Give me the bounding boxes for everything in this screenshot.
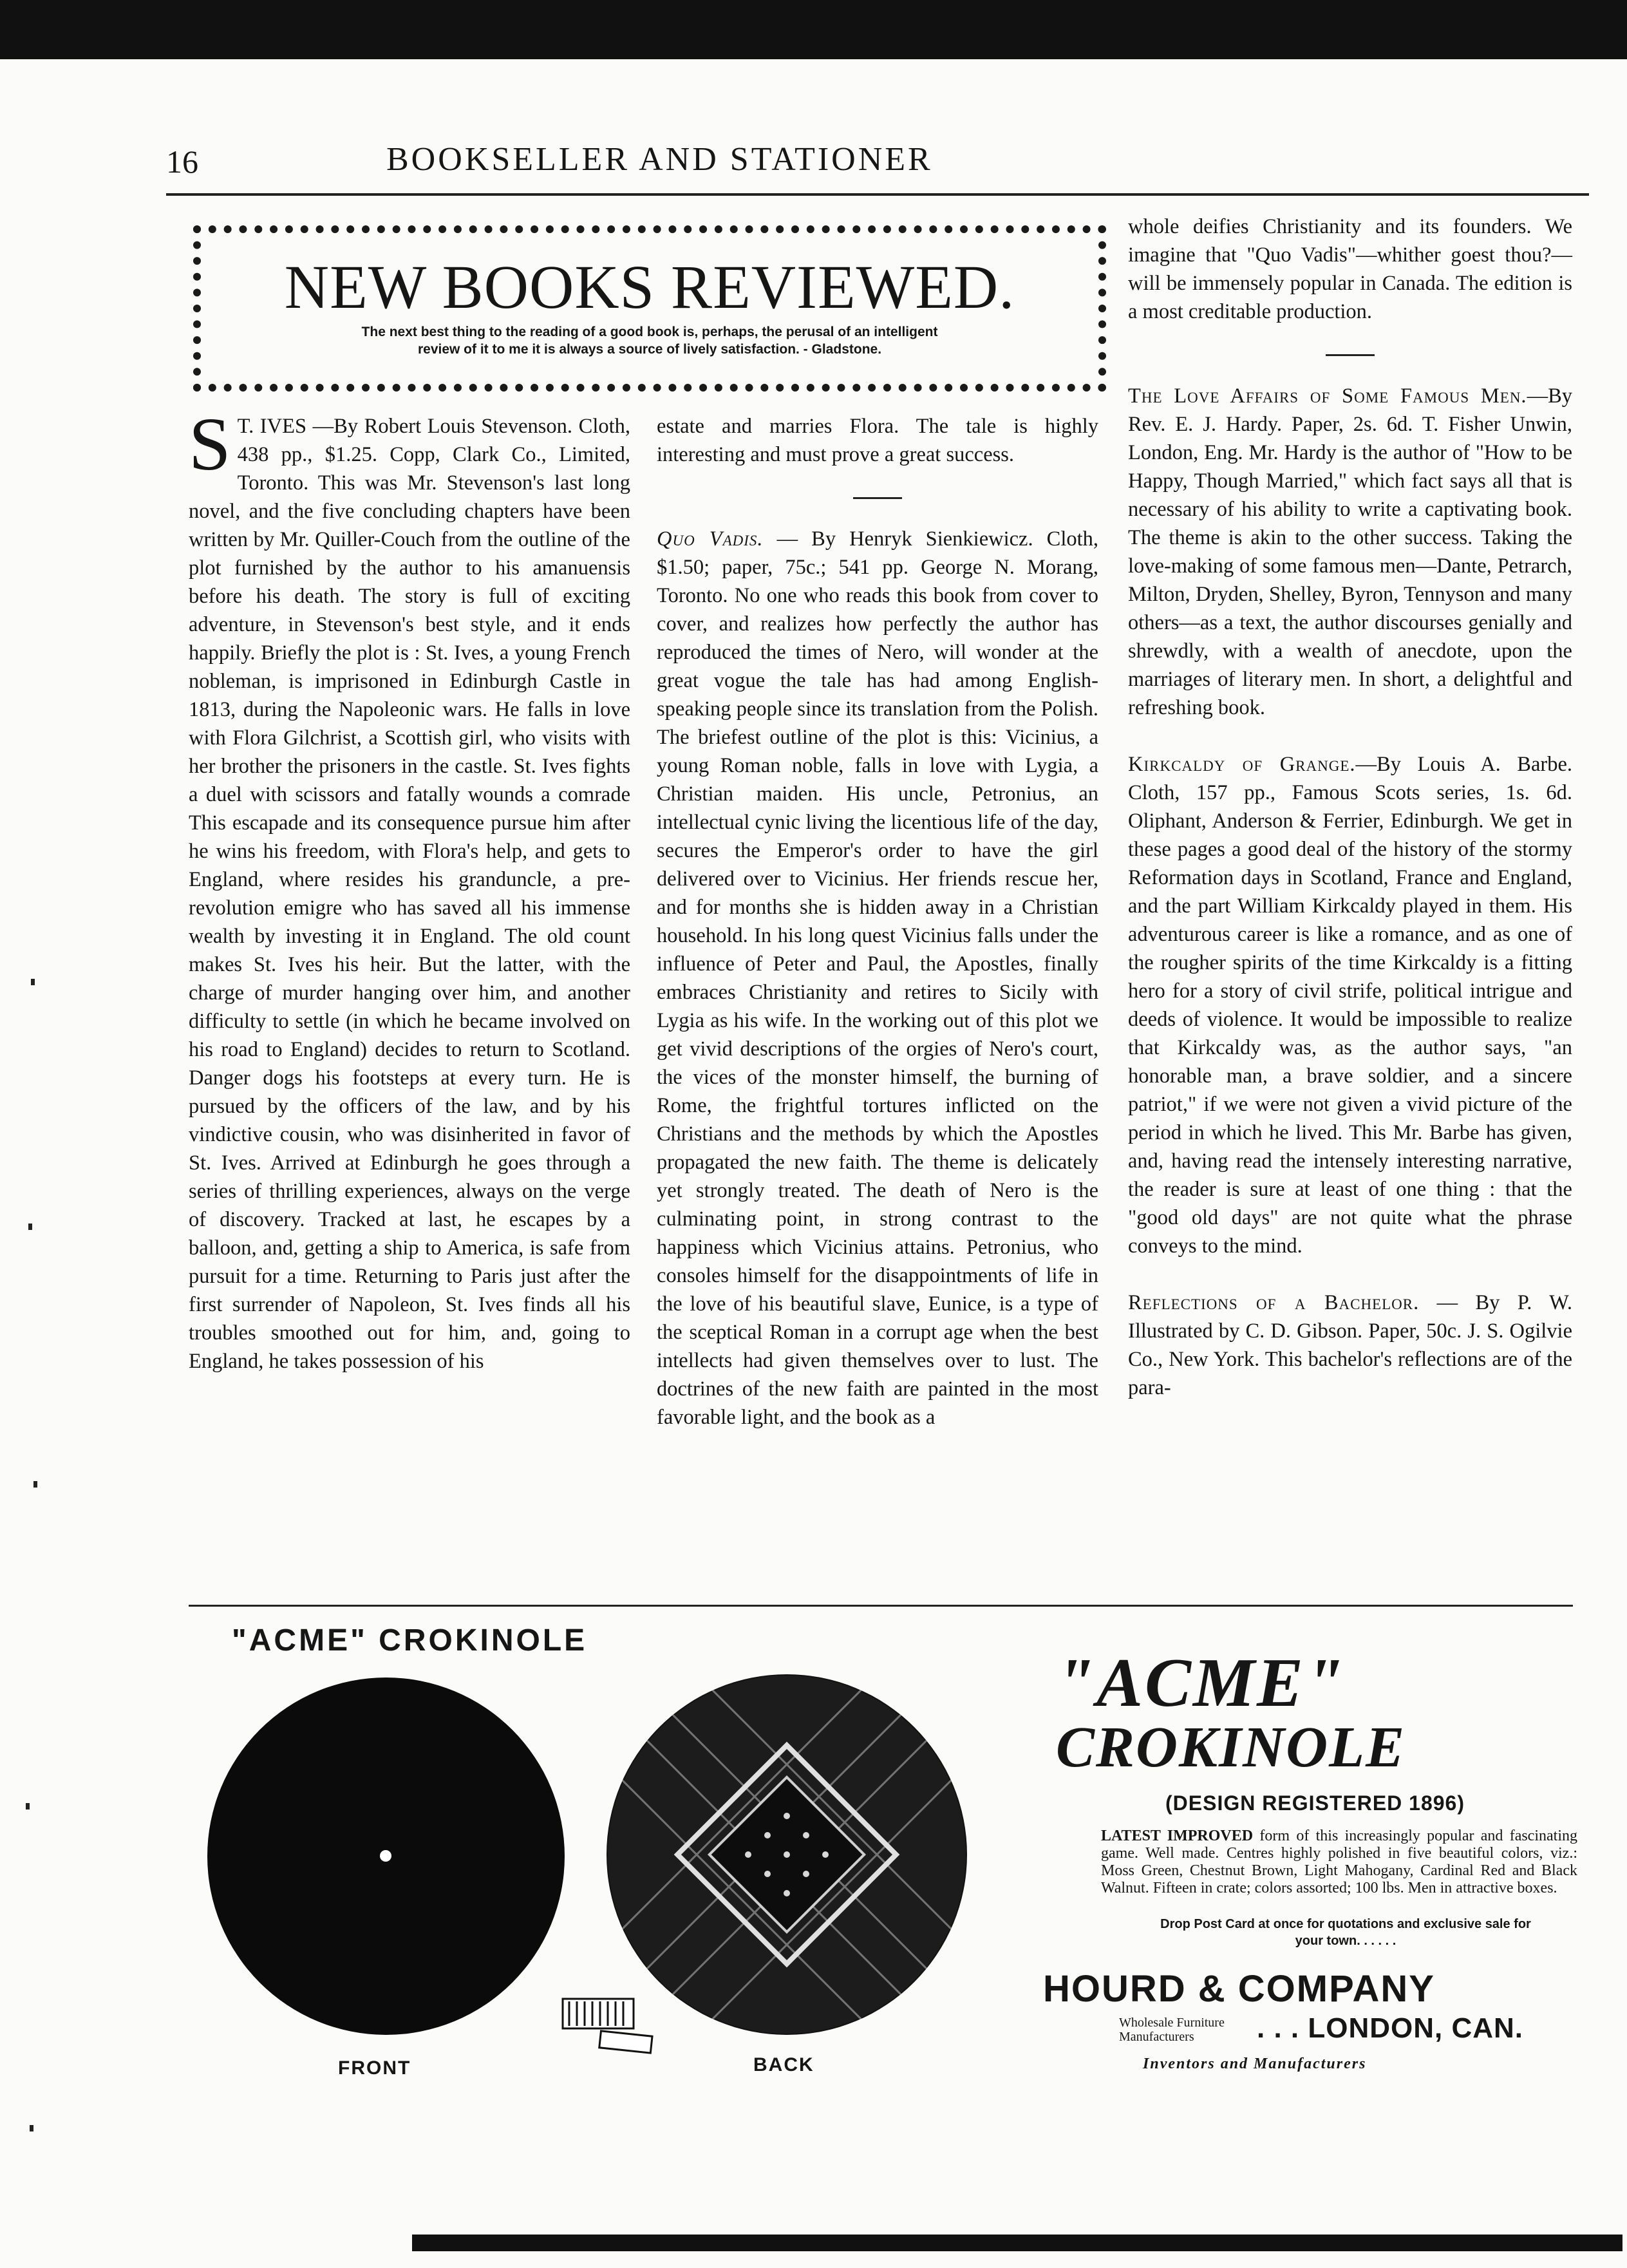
- scan-speck: [30, 2125, 33, 2131]
- drop-cap: S: [189, 402, 231, 486]
- back-label: BACK: [753, 2054, 814, 2075]
- scan-speck: [28, 1224, 32, 1230]
- review-title: Reflections of a Bachelor.: [1128, 1291, 1420, 1314]
- ad-headline: "ACME": [1056, 1645, 1346, 1721]
- scan-speck: [31, 979, 35, 985]
- review-body: — By P. W. Illustrated by C. D. Gibson. Paper, 50c. J. S. Ogilvie Co., New York. This bachelor's reflections are of the para-: [1128, 1291, 1572, 1399]
- column-1: [189, 402, 630, 1404]
- running-title: BOOKSELLER AND STATIONER: [386, 141, 933, 178]
- review-title: Quo Vadis.: [657, 527, 764, 551]
- review-title: T. IVES: [237, 415, 307, 438]
- section-title: NEW BOOKS REVIEWED.: [284, 252, 1015, 321]
- page-number: 16: [166, 144, 198, 180]
- review-body: — By Henryk Sienkiewicz. Cloth, $1.50; paper, 75c.; 541 pp. George N. Morang, Toronto. No one who reads this book from cover to cover, and realizes how perfectly the author has reproduced the times of Nero, will wonder at the great vogue the tale has had among English-speaking people since its translation from the Polish. The briefest outline of the plot is this: Vicinius, a young Roman noble, falls in love with Lygia, a Christian maiden. His uncle, Petronius, an intellectual cynic living the licentious life of the day, secures the Emperor's order to have the girl delivered over to Vicinius. Her friends rescue her, and for months she is hidden away in a Christian household. In his long quest Vicinius falls under the influence of Peter and Paul, the Apostles, finally embraces Christianity and retires to Sicily with Lygia as his wife. In the working out of this plot we get vivid descriptions of the orgies of Nero's court, the vices of the monster himself, the burning of Rome, the frightful tortures inflicted on the Christians and the methods by which the Apostles propagated the new faith. The theme is delicately yet strongly treated. The death of Nero is the culminating point, in strong contrast to the happiness which Vicinius attains. Petronius, who consoles himself for the disappointments of life in the love of his beautiful slave, Eunice, is a type of the sceptical Roman in a corrupt age when the best intellects had given themselves over to lust. The doctrines of the new faith are painted in the most favorable light, and the book as a: [657, 527, 1098, 1429]
- review-title: The Love Affairs of Some Famous Men.: [1128, 384, 1527, 408]
- epigraph-line-2: review of it to me it is always a source of lively satisfaction. - Gladstone.: [417, 342, 882, 357]
- ad-call-to-action: Drop Post Card at once for quotations and exclusive sale for your town. . . . . .: [1160, 1917, 1531, 1948]
- epigraph: [212, 323, 1087, 358]
- crokinole-back-illustration: [607, 1674, 967, 2035]
- board-centre-hole: [380, 1850, 391, 1862]
- review-st-ives: [189, 402, 630, 1375]
- bottom-black-border: [412, 2235, 1622, 2251]
- review-separator: [1326, 354, 1375, 356]
- front-label: FRONT: [338, 2057, 411, 2079]
- company-tagline: Inventors and Manufacturers: [1143, 2055, 1367, 2072]
- company-trade: Wholesale Furniture Manufacturers: [1119, 2016, 1225, 2044]
- review-body: —By Louis A. Barbe. Cloth, 157 pp., Famous Scots series, 1s. 6d. Oliphant, Anderson & Ferrier, Edinburgh. We get in these pages a good deal of the history of the stormy Reformation days in Scotland, France and England, and the part William Kirkcaldy played in them. His adventurous career is like a romance, and as one of the rougher spirits of the time Kirkcaldy is a fitting hero for a story of civil strife, political intrigue and deeds of violence. It would be impossible to realize that Kirkcaldy was, as the author says, "an honorable man, a brave soldier, and a sincere patriot," if we were not given a vivid picture of the period in which he lived. This Mr. Barbe has given, and, having read the intensely interesting narrative, the reader is sure at least of one thing : that the "good old days" are not quite what the phrase conveys to the mind.: [1128, 753, 1572, 1258]
- scan-speck: [26, 1803, 30, 1810]
- column-2: [657, 412, 1098, 1460]
- review-kirkcaldy: [1128, 750, 1572, 1260]
- board-title: "ACME" CROKINOLE: [232, 1623, 588, 1658]
- ad-product-name: CROKINOLE: [1056, 1715, 1406, 1779]
- review-title: Kirkcaldy of Grange.: [1128, 753, 1356, 776]
- epigraph-line-1: The next best thing to the reading of a good book is, perhaps, the perusal of an intelligent: [361, 325, 938, 339]
- review-continuation: estate and marries Flora. The tale is highly interesting and must prove a great success.: [657, 415, 1098, 466]
- header-rule: [166, 193, 1589, 196]
- column-3: [1128, 213, 1572, 1430]
- review-reflections: [1128, 1289, 1572, 1402]
- company-location: . . . LONDON, CAN.: [1257, 2012, 1523, 2044]
- design-registration: (DESIGN REGISTERED 1896): [1165, 1791, 1465, 1815]
- advertisement-rule: [189, 1605, 1573, 1607]
- review-continuation: whole deifies Christianity and its founders. We imagine that "Quo Vadis"—whither goest thou?—will be immensely popular in Canada. The edition is a most creditable production.: [1128, 215, 1572, 323]
- scan-speck: [33, 1481, 37, 1488]
- boxed-men-graphic: [561, 1996, 664, 2054]
- company-name: HOURD & COMPANY: [1043, 1968, 1435, 2010]
- ad-body: form of this increasingly popular and fascinating game. Well made. Centres highly polished in five beautiful colors, viz.: Moss Green, Chestnut Brown, Light Mahogany, Cardinal Red and Black Walnut. Fifteen in crate; colors assorted; 100 lbs. Men in attractive boxes.: [1101, 1828, 1577, 1896]
- review-body: —By Robert Louis Stevenson. Cloth, 438 pp., $1.25. Copp, Clark Co., Limited, Toronto. This was Mr. Stevenson's last long novel, and the five concluding chapters have been written by Mr. Quiller-Couch from the outline of the plot furnished by the author to his amanuensis before his death. The story is full of exciting adventure, in Stevenson's best style, and it ends happily. Briefly the plot is : St. Ives, a young French nobleman, is imprisoned in Edinburgh Castle in 1813, during the Napoleonic wars. He falls in love with Flora Gilchrist, a Scottish girl, who visits with her brother the prisoners in the castle. St. Ives fights a duel with scissors and fatally wounds a comrade This escapade and its consequence pursue him after he wins his freedom, with Flora's help, and gets to England, where resides his granduncle, a pre-revolution emigre who has saved all his immense wealth by investing it in England. The old count makes St. Ives his heir. But the latter, with the charge of murder hanging over him, and another difficulty to settle (in which he became involved on his road to England) decides to return to Scotland. Danger dogs his footsteps at every turn. He is pursued by the officers of the law, and by his vindictive cousin, who was disinherited in favor of St. Ives. Arrived at Edinburgh he goes through a series of thrilling experiences, always on the verge of discovery. Tracked at last, he escapes by a balloon, and, getting a ship to America, is safe from pursuit for a time. Returning to Paris just after the first surrender of Napoleon, St. Ives finds all his troubles smoothed out for him, and, going to England, he takes possession of his: [189, 415, 630, 1373]
- review-separator: [853, 497, 902, 499]
- review-love-affairs: [1128, 382, 1572, 722]
- back-pattern-graphic: [607, 1674, 967, 2035]
- ad-lead: LATEST IMPROVED: [1101, 1828, 1254, 1844]
- review-body: —By Rev. E. J. Hardy. Paper, 2s. 6d. T. Fisher Unwin, London, Eng. Mr. Hardy is the author of "How to be Happy, Though Married," which fact says all that is necessary of his ability to write a captivating book. The theme is akin to the other success. Taking the love-making of some famous men—Dante, Petrarch, Milton, Dryden, Shelley, Byron, Tennyson and many others—as a text, the author discourses genially and shrewdly, with a wealth of anecdote, upon the marriages of literary men. In short, a delightful and refreshing book.: [1128, 384, 1572, 719]
- top-black-border: [0, 0, 1627, 59]
- review-quo-vadis: [657, 525, 1098, 1432]
- ad-description: [1101, 1828, 1577, 1897]
